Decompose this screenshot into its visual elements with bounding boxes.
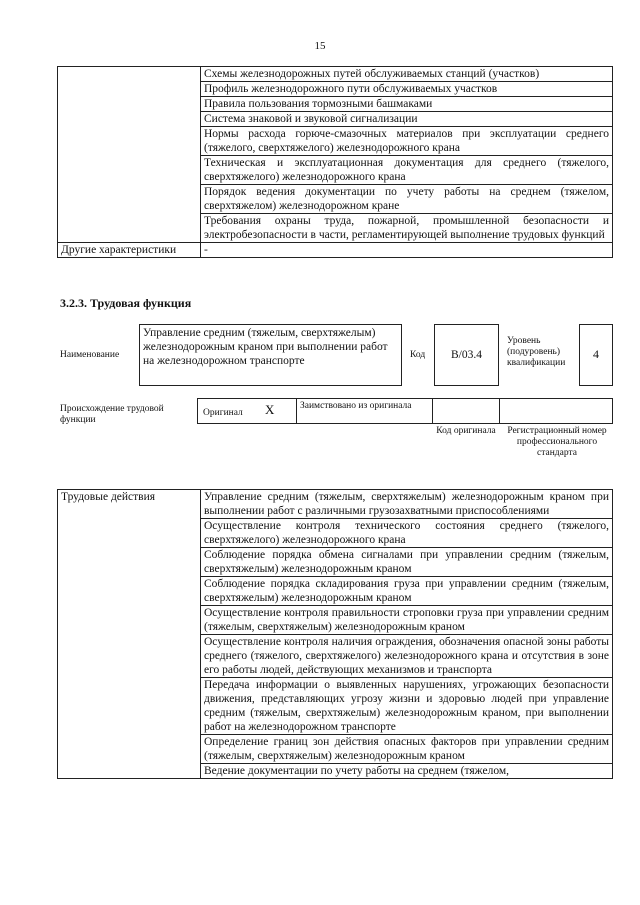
- level-box: [579, 324, 613, 386]
- action-item: Осуществление контроля правильности строповки груза при управлении средним (тяжелым, сверхтяжелым) железнодорожным краном: [201, 606, 613, 635]
- knowledge-item: Схемы железнодорожных путей обслуживаемых станций (участков): [201, 67, 613, 82]
- action-item: Определение границ зон действия опасных факторов при управлении средним (тяжелым, сверхтяжелым) железнодорожным краном: [201, 735, 613, 764]
- borrowed-label: Заимствовано из оригинала: [300, 401, 412, 411]
- action-item: Осуществление контроля наличия ограждения, обозначения опасной зоны работы среднего (тяжелого, сверхтяжелого) железнодорожного крана и отсутствия в зоне его работы людей, действующих механизмов и транспорта: [201, 635, 613, 678]
- knowledge-item: Порядок ведения документации по учету работы на среднем (тяжелом, сверхтяжелом) железнодорожном кране: [201, 185, 613, 214]
- name-label: Наименование: [60, 350, 120, 360]
- function-name: Управление средним (тяжелым, сверхтяжелым) железнодорожным краном при выполнении работ на железнодорожном транспорте: [143, 327, 388, 367]
- other-characteristics-value: -: [201, 243, 613, 258]
- code-value: В/03.4: [451, 349, 482, 361]
- knowledge-item: Система знаковой и звуковой сигнализации: [201, 112, 613, 127]
- other-characteristics-label: Другие характеристики: [58, 243, 201, 258]
- action-item: Соблюдение порядка обмена сигналами при управлении средним (тяжелым, сверхтяжелым) железнодорожным краном: [201, 548, 613, 577]
- original-mark: X: [265, 402, 275, 417]
- knowledge-item: Профиль железнодорожного пути обслуживаемых участков: [201, 82, 613, 97]
- origin-divider: [499, 398, 500, 424]
- knowledge-label-cell: [58, 67, 201, 243]
- actions-table: [57, 489, 613, 779]
- origin-divider: [296, 398, 297, 424]
- knowledge-item: Правила пользования тормозными башмаками: [201, 97, 613, 112]
- action-item: Осуществление контроля технического состояния среднего (тяжелого, сверхтяжелого) железнодорожного крана: [201, 519, 613, 548]
- code-original-label: Код оригинала: [436, 426, 496, 436]
- actions-label: Трудовые действия: [58, 490, 201, 779]
- origin-label: Происхождение трудовой функции: [60, 404, 164, 425]
- name-box: [139, 324, 402, 386]
- action-item: Соблюдение порядка складирования груза при управлении средним (тяжелым, сверхтяжелым) железнодорожным краном: [201, 577, 613, 606]
- code-box: [434, 324, 499, 386]
- knowledge-item: Нормы расхода горюче-смазочных материалов при эксплуатации среднего (тяжелого, сверхтяжелого) железнодорожного крана: [201, 127, 613, 156]
- action-item: Ведение документации по учету работы на среднем (тяжелом,: [201, 764, 613, 779]
- code-label: Код: [410, 350, 426, 360]
- knowledge-item: Требования охраны труда, пожарной, промышленной безопасности и электробезопасности в части, регламентирующей выполнение трудовых функций: [201, 214, 613, 243]
- knowledge-item: Техническая и эксплуатационная документация для среднего (тяжелого, сверхтяжелого) железнодорожного крана: [201, 156, 613, 185]
- origin-divider: [432, 398, 433, 424]
- section-heading: 3.2.3. Трудовая функция: [60, 296, 192, 310]
- level-label: Уровень (подуровень) квалификации: [507, 336, 566, 368]
- action-item: Передача информации о выявленных нарушениях, угрожающих безопасности движения, представляющих угрозу жизни и здоровью людей при управление средним (тяжелым, сверхтяжелым) железнодорожным краном, при выполнении работ на железнодорожном транспорте: [201, 678, 613, 735]
- page-number: 15: [314, 40, 326, 52]
- reg-number-label: Регистрационный номер профессионального стандарта: [507, 426, 607, 458]
- knowledge-table: [57, 66, 613, 258]
- level-value: 4: [593, 347, 599, 361]
- original-label: Оригинал: [203, 408, 243, 418]
- action-item: Управление средним (тяжелым, сверхтяжелым) железнодорожным краном при выполнении работ с различными грузозахватными приспособлениями: [201, 490, 613, 519]
